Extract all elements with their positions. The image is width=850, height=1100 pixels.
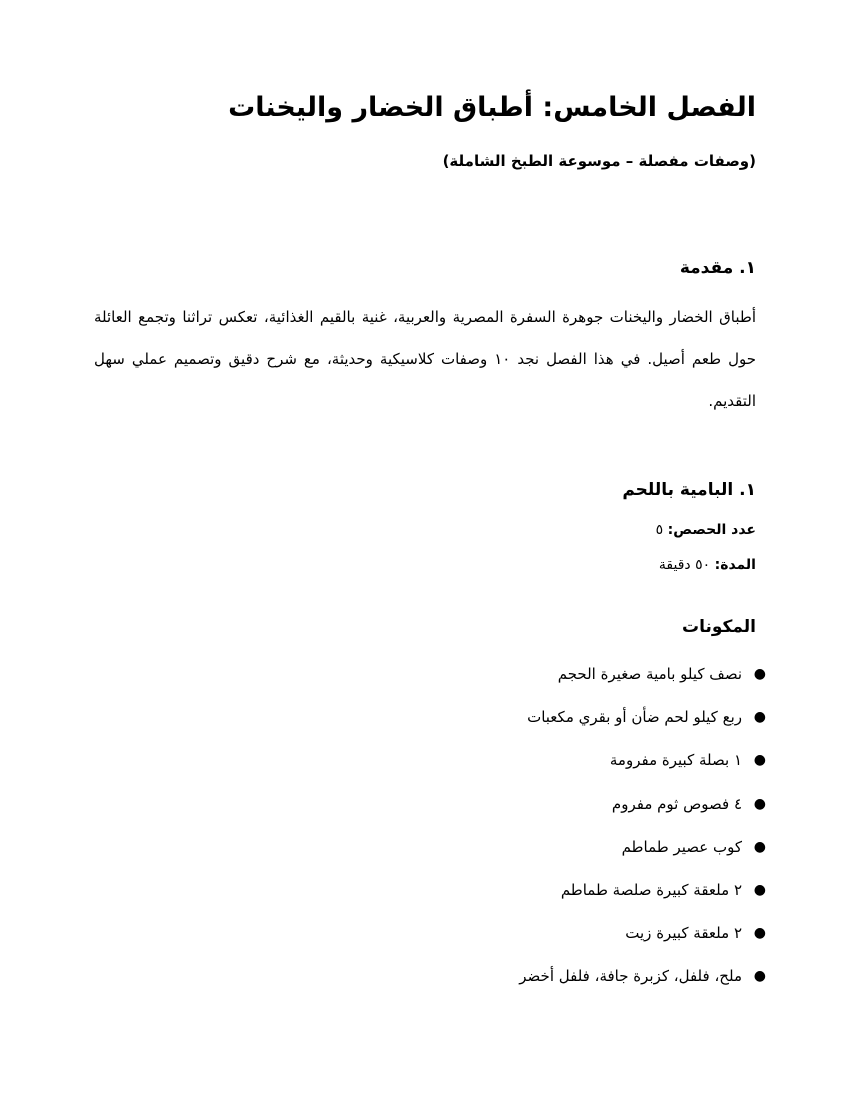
intro-heading: ١. مقدمة (679, 258, 756, 278)
recipe-heading: ١. البامية باللحم (622, 480, 756, 500)
ingredient-text: ٢ ملعقة كبيرة زيت (625, 924, 742, 943)
ingredients-heading: المكونات (681, 617, 756, 637)
bullet-icon: ● (753, 925, 766, 942)
bullet-icon: ● (753, 838, 766, 855)
list-item (242, 653, 766, 696)
list-item (242, 826, 766, 869)
chapter-subtitle: (وصفات مفصلة – موسوعة الطبخ الشاملة) (442, 152, 756, 170)
list-item (242, 783, 766, 826)
bullet-icon: ● (753, 752, 766, 769)
bullet-icon: ● (753, 795, 766, 812)
list-item (242, 955, 766, 998)
ingredient-text: ١ بصلة كبيرة مفرومة (609, 751, 742, 770)
list-item (242, 869, 766, 912)
ingredient-text: ربع كيلو لحم ضأن أو بقري مكعبات (527, 708, 742, 727)
ingredient-text: كوب عصير طماطم (621, 837, 742, 856)
list-item (242, 912, 766, 955)
bullet-icon: ● (753, 709, 766, 726)
ingredient-text: نصف كيلو بامية صغيرة الحجم (557, 665, 742, 683)
chapter-title: الفصل الخامس: أطباق الخضار واليخنات (228, 92, 756, 123)
ingredient-text: ٤ فصوص ثوم مفروم (611, 794, 742, 813)
ingredients-list (242, 653, 766, 999)
duration-label: المدة: (714, 557, 756, 573)
bullet-icon: ● (753, 881, 766, 898)
intro-paragraph: أطباق الخضار واليخنات جوهرة السفرة المصرية والعربية، غنية بالقيم الغذائية، تعكس تراثنا وتجمع العائلة حول طعم أصيل. في هذا الفصل نجد ١٠ وصفات كلاسيكية وحديثة، مع شرح دقيق وتصميم عملي سهل التقديم. (94, 308, 757, 410)
ingredient-text: ٢ ملعقة كبيرة صلصة طماطم (560, 880, 742, 899)
servings-label: عدد الحصص: (667, 522, 756, 538)
duration-line (659, 557, 756, 573)
duration-value: ٥٠ دقيقة (658, 557, 711, 573)
ingredient-text: ملح، فلفل، كزبرة جافة، فلفل أخضر (519, 967, 742, 986)
bullet-icon: ● (753, 666, 766, 682)
list-item (242, 739, 766, 782)
servings-line (656, 522, 756, 538)
list-item (242, 696, 766, 739)
servings-value: ٥ (655, 522, 664, 538)
bullet-icon: ● (753, 968, 766, 985)
